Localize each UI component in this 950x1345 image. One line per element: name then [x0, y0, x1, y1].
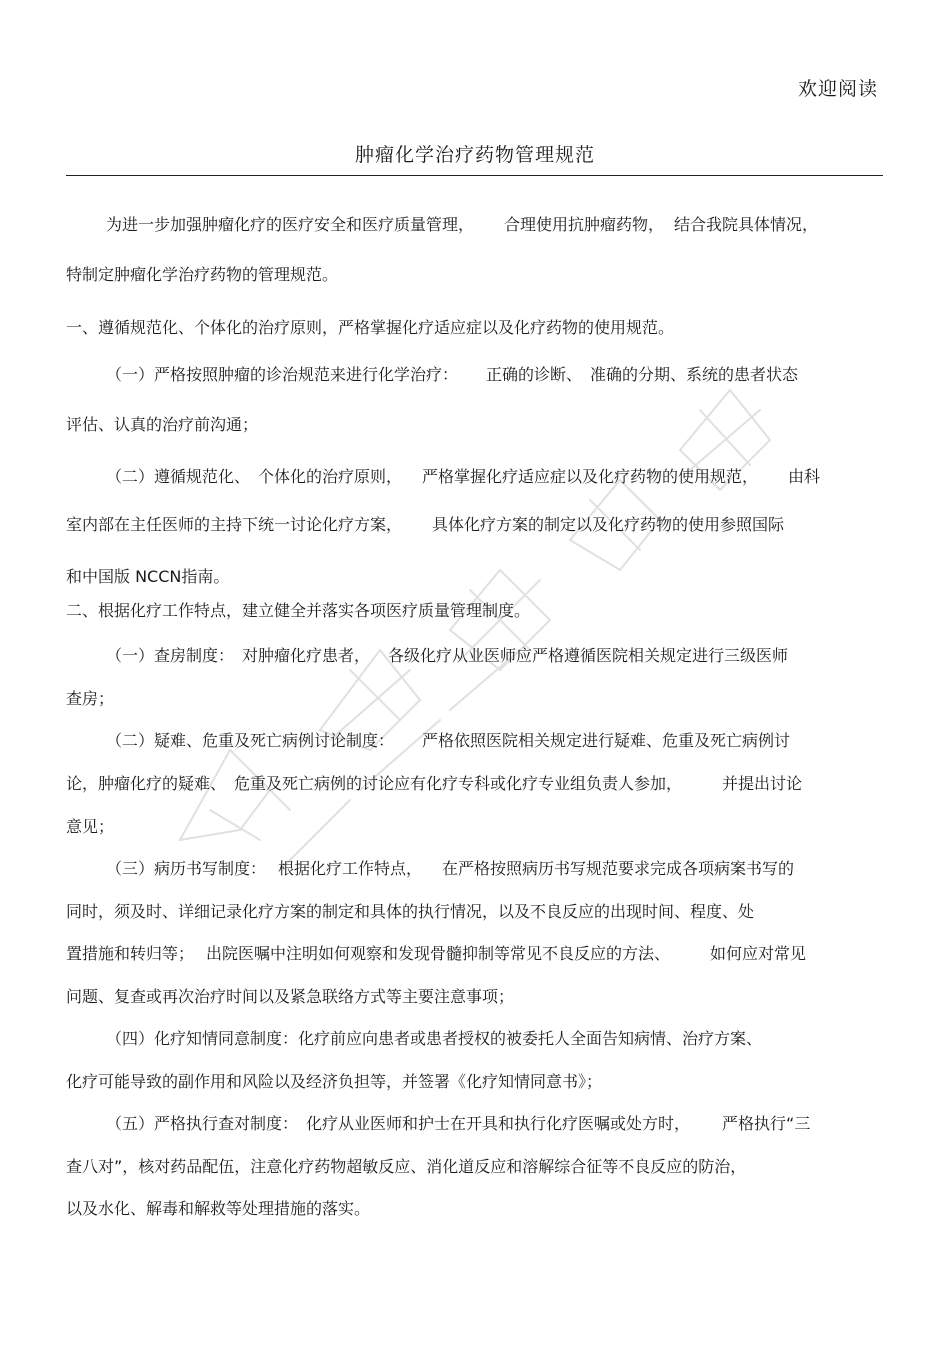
text-segment: 一、遵循规范化、个体化的治疗原则，严格掌握化疗适应症以及化疗药物的使用规范。: [66, 318, 675, 337]
text-segment: 由科: [788, 467, 821, 486]
text-segment: 特制定肿瘤化学治疗药物的管理规范。: [66, 265, 339, 284]
text-segment: （二）疑难、危重及死亡病例讨论制度：: [106, 731, 395, 750]
paragraph-line: [66, 899, 754, 922]
text-segment: 同时，须及时、详细记录化疗方案的制定和具体的执行情况，以及不良反应的出现时间、程度、处: [66, 902, 755, 921]
text-segment: 置措施和转归等；: [66, 944, 195, 963]
text-segment: （五）严格执行查对制度：: [106, 1114, 299, 1133]
text-segment: 室内部在主任医师的主持下统一讨论化疗方案，: [66, 515, 403, 534]
paragraph-line: [106, 212, 818, 235]
paragraph-line: [106, 856, 794, 879]
text-segment: 以及水化、解毒和解救等处理措施的落实。: [66, 1199, 371, 1218]
watermark-stamp: [120, 370, 840, 890]
paragraph-line: [106, 1111, 810, 1134]
text-segment: 各级化疗从业医师应严格遵循医院相关规定进行三级医师: [388, 646, 789, 665]
paragraph-line: [66, 512, 784, 535]
text-segment: 在严格按照病历书写规范要求完成各项病案书写的: [442, 859, 795, 878]
text-segment: （四）化疗知情同意制度：化疗前应向患者或患者授权的被委托人全面告知病情、治疗方案、: [106, 1029, 763, 1048]
text-segment: 化疗可能导致的副作用和风险以及经济负担等，并签署《化疗知情同意书》；: [66, 1072, 603, 1091]
text-segment: （一）查房制度：: [106, 646, 235, 665]
header-note: 欢迎阅读: [797, 78, 878, 100]
paragraph-line: [66, 1069, 602, 1092]
text-segment: 化疗从业医师和护士在开具和执行化疗医嘱或处方时，: [306, 1114, 691, 1133]
paragraph-line: [66, 771, 802, 794]
text-segment: 结合我院具体情况，: [674, 215, 819, 234]
paragraph-line: [106, 362, 798, 385]
paragraph-line: [66, 686, 114, 709]
text-segment: 和中国版 NCCN指南。: [66, 567, 230, 586]
text-segment: 论，肿瘤化疗的疑难、: [66, 774, 227, 793]
text-segment: 对肿瘤化疗患者，: [242, 646, 371, 665]
text-segment: 并提出讨论: [722, 774, 803, 793]
title-divider: [66, 175, 883, 176]
paragraph-line: [66, 984, 514, 1007]
text-segment: （三）病历书写制度：: [106, 859, 267, 878]
text-segment: 根据化疗工作特点，: [278, 859, 423, 878]
paragraph-line: [106, 643, 788, 666]
text-segment: 严格依照医院相关规定进行疑难、危重及死亡病例讨: [422, 731, 791, 750]
text-segment: 合理使用抗肿瘤药物，: [504, 215, 665, 234]
text-segment: （一）严格按照肿瘤的诊治规范来进行化学治疗：: [106, 365, 459, 384]
text-segment: 如何应对常见: [710, 944, 807, 963]
text-segment: 危重及死亡病例的讨论应有化疗专科或化疗专业组负责人参加，: [234, 774, 683, 793]
text-segment: 意见；: [66, 817, 115, 836]
text-segment: （二）遵循规范化、: [106, 467, 251, 486]
text-segment: 严格执行“三: [722, 1114, 811, 1133]
paragraph-line: [66, 262, 338, 285]
paragraph-line: [66, 564, 229, 587]
text-segment: 为进一步加强肿瘤化疗的医疗安全和医疗质量管理，: [106, 215, 475, 234]
text-segment: 查八对”，核对药品配伍，注意化疗药物超敏反应、消化道反应和溶解综合征等不良反应的防治，: [66, 1157, 747, 1176]
text-segment: 二、根据化疗工作特点，建立健全并落实各项医疗质量管理制度。: [66, 601, 531, 620]
paragraph-line: [66, 941, 806, 964]
text-segment: 准确的分期、系统的患者状态: [590, 365, 799, 384]
text-segment: 正确的诊断、: [486, 365, 583, 384]
text-segment: 具体化疗方案的制定以及化疗药物的使用参照国际: [432, 515, 785, 534]
section-heading: [66, 598, 530, 621]
paragraph-line: [66, 814, 114, 837]
paragraph-line: [66, 1154, 746, 1177]
paragraph-line: [106, 1026, 762, 1049]
text-segment: 问题、复查或再次治疗时间以及紧急联络方式等主要注意事项；: [66, 987, 515, 1006]
paragraph-line: [106, 464, 820, 487]
paragraph-line: [66, 412, 258, 435]
text-segment: 严格掌握化疗适应症以及化疗药物的使用规范，: [422, 467, 759, 486]
text-segment: 出院医嘱中注明如何观察和发现骨髓抑制等常见不良反应的方法、: [206, 944, 671, 963]
text-segment: 个体化的治疗原则，: [258, 467, 403, 486]
text-segment: 评估、认真的治疗前沟通；: [66, 415, 259, 434]
document-title: 肿瘤化学治疗药物管理规范: [354, 144, 595, 166]
section-heading: [66, 315, 674, 338]
paragraph-line: [66, 1196, 370, 1219]
text-segment: 查房；: [66, 689, 115, 708]
paragraph-line: [106, 728, 790, 751]
